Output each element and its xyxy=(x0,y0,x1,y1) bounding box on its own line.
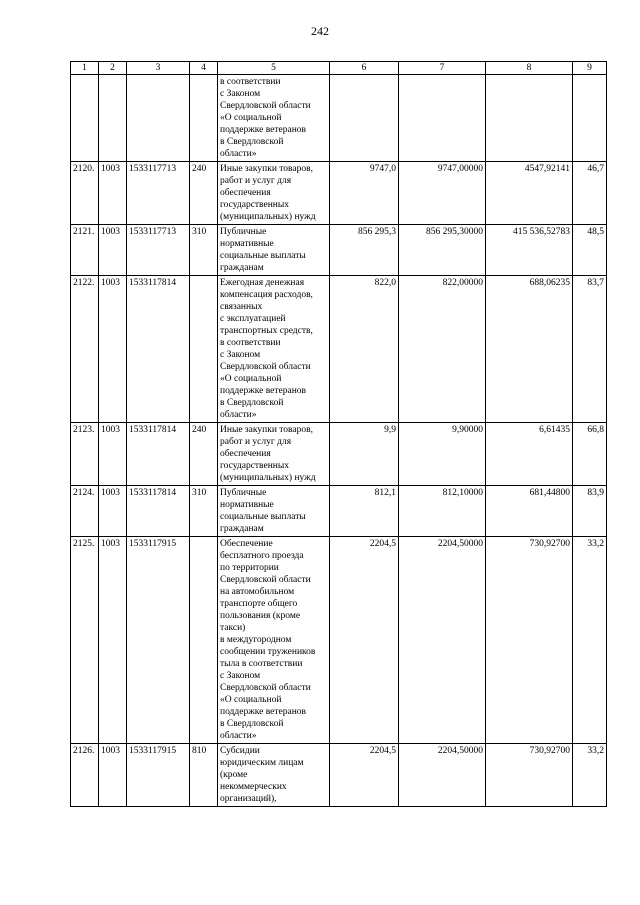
executed-amount-cell: 6,61435 xyxy=(486,423,573,486)
row-number-cell: 2120. xyxy=(71,162,99,225)
expense-type-cell xyxy=(190,75,218,162)
executed-amount-cell xyxy=(486,75,573,162)
page-number: 242 xyxy=(311,24,329,38)
target-code-cell: 1533117814 xyxy=(127,276,190,423)
section-code-cell: 1003 xyxy=(99,423,127,486)
row-number-cell: 2121. xyxy=(71,225,99,276)
target-code-cell: 1533117713 xyxy=(127,225,190,276)
expense-type-cell: 810 xyxy=(190,744,218,807)
expense-type-cell: 240 xyxy=(190,423,218,486)
row-number-cell: 2124. xyxy=(71,486,99,537)
approved-amount-cell: 856 295,30000 xyxy=(399,225,486,276)
item-name-cell: в соответствии с Законом Свердловской области «О социальной поддержке ветеранов в Свердловской области» xyxy=(218,75,330,162)
target-code-cell: 1533117814 xyxy=(127,486,190,537)
row-number-cell: 2123. xyxy=(71,423,99,486)
execution-percent-cell: 46,7 xyxy=(573,162,607,225)
expense-type-cell: 240 xyxy=(190,162,218,225)
executed-amount-cell: 688,06235 xyxy=(486,276,573,423)
column-header: 2 xyxy=(99,62,127,75)
table-row xyxy=(71,162,607,225)
section-code-cell: 1003 xyxy=(99,744,127,807)
executed-amount-cell: 730,92700 xyxy=(486,744,573,807)
section-code-cell: 1003 xyxy=(99,225,127,276)
table-row xyxy=(71,75,607,162)
row-number-cell xyxy=(71,75,99,162)
column-header: 8 xyxy=(486,62,573,75)
item-name-cell: Публичные нормативные социальные выплаты гражданам xyxy=(218,486,330,537)
column-header: 1 xyxy=(71,62,99,75)
table-row xyxy=(71,486,607,537)
executed-amount-cell: 681,44800 xyxy=(486,486,573,537)
column-header: 9 xyxy=(573,62,607,75)
table-row xyxy=(71,276,607,423)
approved-amount-cell: 9,90000 xyxy=(399,423,486,486)
table-row xyxy=(71,225,607,276)
row-number-cell: 2125. xyxy=(71,537,99,744)
item-name-cell: Ежегодная денежная компенсация расходов, связанных с эксплуатацией транспортных средств, в соответствии с Законом Свердловской области «О социальной поддержке ветеранов в Свердловской области» xyxy=(218,276,330,423)
target-code-cell: 1533117814 xyxy=(127,423,190,486)
column-header: 6 xyxy=(330,62,399,75)
plan-amount-cell xyxy=(330,75,399,162)
expense-type-cell: 310 xyxy=(190,225,218,276)
approved-amount-cell: 9747,00000 xyxy=(399,162,486,225)
column-header: 3 xyxy=(127,62,190,75)
executed-amount-cell: 4547,92141 xyxy=(486,162,573,225)
row-number-cell: 2122. xyxy=(71,276,99,423)
section-code-cell: 1003 xyxy=(99,537,127,744)
target-code-cell xyxy=(127,75,190,162)
item-name-cell: Иные закупки товаров, работ и услуг для обеспечения государственных (муниципальных) нужд xyxy=(218,162,330,225)
execution-percent-cell: 33,2 xyxy=(573,537,607,744)
section-code-cell xyxy=(99,75,127,162)
budget-table xyxy=(70,61,607,807)
executed-amount-cell: 415 536,52783 xyxy=(486,225,573,276)
approved-amount-cell: 822,00000 xyxy=(399,276,486,423)
plan-amount-cell: 2204,5 xyxy=(330,744,399,807)
plan-amount-cell: 2204,5 xyxy=(330,537,399,744)
plan-amount-cell: 822,0 xyxy=(330,276,399,423)
section-code-cell: 1003 xyxy=(99,276,127,423)
table-row xyxy=(71,744,607,807)
item-name-cell: Субсидии юридическим лицам (кроме некоммерческих организаций), xyxy=(218,744,330,807)
execution-percent-cell: 48,5 xyxy=(573,225,607,276)
table-header-row xyxy=(71,62,607,75)
expense-type-cell xyxy=(190,276,218,423)
target-code-cell: 1533117915 xyxy=(127,537,190,744)
table-row xyxy=(71,537,607,744)
plan-amount-cell: 9,9 xyxy=(330,423,399,486)
column-header: 5 xyxy=(218,62,330,75)
approved-amount-cell: 2204,50000 xyxy=(399,537,486,744)
expense-type-cell: 310 xyxy=(190,486,218,537)
approved-amount-cell: 2204,50000 xyxy=(399,744,486,807)
column-header: 7 xyxy=(399,62,486,75)
execution-percent-cell: 33,2 xyxy=(573,744,607,807)
item-name-cell: Публичные нормативные социальные выплаты гражданам xyxy=(218,225,330,276)
item-name-cell: Иные закупки товаров, работ и услуг для обеспечения государственных (муниципальных) нужд xyxy=(218,423,330,486)
executed-amount-cell: 730,92700 xyxy=(486,537,573,744)
table-row xyxy=(71,423,607,486)
item-name-cell: Обеспечение бесплатного проезда по территории Свердловской области на автомобильном транспорте общего пользования (кроме такси) в междугородном сообщении тружеников тыла в соответствии с Законом Свердловской области «О социальной поддержке ветеранов в Свердловской области» xyxy=(218,537,330,744)
execution-percent-cell: 83,7 xyxy=(573,276,607,423)
execution-percent-cell: 83,9 xyxy=(573,486,607,537)
column-header: 4 xyxy=(190,62,218,75)
section-code-cell: 1003 xyxy=(99,486,127,537)
execution-percent-cell: 66,8 xyxy=(573,423,607,486)
expense-type-cell xyxy=(190,537,218,744)
target-code-cell: 1533117915 xyxy=(127,744,190,807)
plan-amount-cell: 856 295,3 xyxy=(330,225,399,276)
plan-amount-cell: 9747,0 xyxy=(330,162,399,225)
target-code-cell: 1533117713 xyxy=(127,162,190,225)
approved-amount-cell: 812,10000 xyxy=(399,486,486,537)
row-number-cell: 2126. xyxy=(71,744,99,807)
execution-percent-cell xyxy=(573,75,607,162)
plan-amount-cell: 812,1 xyxy=(330,486,399,537)
approved-amount-cell xyxy=(399,75,486,162)
section-code-cell: 1003 xyxy=(99,162,127,225)
